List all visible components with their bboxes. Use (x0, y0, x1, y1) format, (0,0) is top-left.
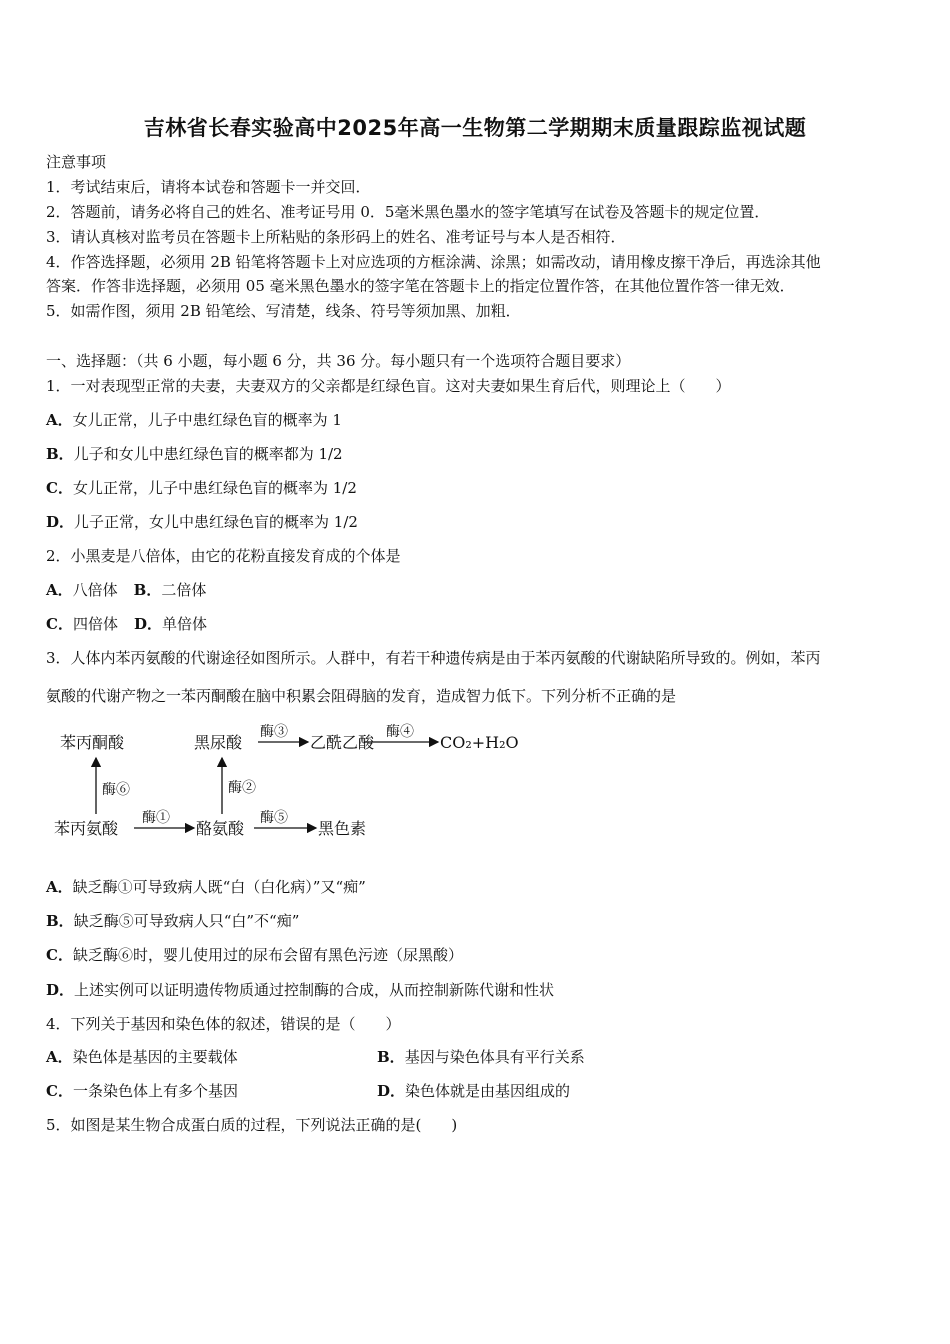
label-products: CO₂+H₂O (440, 733, 519, 752)
option-text: 女儿正常，儿子中患红绿色盲的概率为 1 (72, 411, 342, 429)
option-letter: D． (46, 981, 75, 999)
option-letter: A． (46, 411, 73, 429)
option-letter: B． (46, 445, 74, 463)
label-enz4: 酶④ (386, 724, 414, 740)
q3-option-a (46, 877, 366, 897)
notes-item-3: 3．请认真核对监考员在答题卡上所粘贴的条形码上的姓名、准考证号与本人是否相符． (46, 228, 626, 246)
label-enz3: 酶③ (260, 724, 288, 740)
option-letter: C． (46, 479, 73, 497)
notes-heading: 注意事项 (46, 153, 107, 171)
label-homogentisate: 黑尿酸 (194, 733, 243, 752)
option-text: 儿子和女儿中患红绿色盲的概率都为 1/2 (73, 445, 343, 463)
option-letter: C． (46, 1082, 73, 1100)
q4-option-b (377, 1047, 585, 1067)
q3-option-d (46, 980, 554, 1000)
q2-options-cd (46, 614, 207, 634)
q4-option-a (46, 1047, 238, 1067)
option-text: 染色体是基因的主要载体 (72, 1048, 238, 1066)
label-phenylpyruvate: 苯丙酮酸 (60, 733, 125, 752)
q3-stem-line1: 3．人体内苯丙氨酸的代谢途径如图所示。人群中，有若干种遗传病是由于苯丙氨酸的代谢缺陷所导致的。例如，苯丙 (46, 649, 821, 667)
option-letter: B． (46, 912, 74, 930)
label-enz1: 酶① (142, 810, 170, 826)
option-text: 染色体就是由基因组成的 (405, 1082, 571, 1100)
option-text: 一条染色体上有多个基因 (72, 1082, 238, 1100)
label-melanin: 黑色素 (318, 819, 367, 838)
option-text: 儿子正常，女儿中患红绿色盲的概率为 1/2 (74, 513, 358, 531)
q1-option-a (46, 410, 342, 430)
option-letter: D． (46, 513, 75, 531)
option-text: 八倍体 (72, 581, 118, 599)
option-text: 单倍体 (161, 615, 207, 633)
option-text: 上述实例可以证明遗传物质通过控制酶的合成，从而控制新陈代谢和性状 (74, 981, 555, 999)
option-text: 缺乏酶①可导致病人既“白（白化病）”又“痴” (72, 878, 366, 896)
q4-stem: 4．下列关于基因和染色体的叙述，错误的是（ ） (46, 1015, 401, 1033)
option-letter: A． (46, 1048, 73, 1066)
option-text: 基因与染色体具有平行关系 (404, 1048, 585, 1066)
section-heading: 一、选择题：（共 6 小题，每小题 6 分，共 36 分。每小题只有一个选项符合题目要求） (46, 352, 631, 370)
exam-title: 吉林省长春实验高中2025年高一生物第二学期期末质量跟踪监视试题 (143, 116, 807, 140)
notes-item-4-cont: 答案．作答非选择题，必须用 05 毫米黑色墨水的签字笔在答题卡上的指定位置作答，在其他位置作答一律无效． (46, 277, 795, 295)
notes-item-1: 1．考试结束后，请将本试卷和答题卡一并交回． (46, 178, 371, 196)
option-letter: B． (377, 1048, 405, 1066)
option-text: 缺乏酶⑥时，婴儿使用过的尿布会留有黑色污迹（尿黑酸） (72, 946, 463, 964)
q3-stem-line2: 氨酸的代谢产物之一苯丙酮酸在脑中积累会阻碍脑的发育，造成智力低下。下列分析不正确的是 (46, 687, 677, 705)
option-letter: C． (46, 615, 73, 633)
q2-stem: 2．小黑麦是八倍体，由它的花粉直接发育成的个体是 (46, 547, 401, 565)
option-text: 四倍体 (72, 615, 118, 633)
option-letter: D． (377, 1082, 406, 1100)
notes-item-4: 4．作答选择题，必须用 2B 铅笔将答题卡上对应选项的方框涂满、涂黑；如需改动，请用橡皮擦干净后，再选涂其他 (46, 253, 821, 271)
label-enz6: 酶⑥ (102, 782, 130, 798)
q1-option-b (46, 444, 343, 464)
notes-item-5: 5．如需作图，须用 2B 铅笔绘、写清楚，线条、符号等须加黑、加粗． (46, 302, 521, 320)
q4-option-c (46, 1081, 238, 1101)
option-letter: B． (133, 581, 162, 599)
option-letter: C． (46, 946, 73, 964)
metabolic-pathway-diagram (46, 718, 526, 848)
label-acetoacetate: 乙酰乙酸 (310, 733, 375, 752)
q3-option-c (46, 945, 463, 965)
label-enz2: 酶② (228, 780, 256, 796)
label-enz5: 酶⑤ (260, 810, 288, 826)
option-letter: D． (133, 615, 162, 633)
option-text: 缺乏酶⑤可导致病人只“白”不“痴” (73, 912, 300, 930)
label-phenylalanine: 苯丙氨酸 (54, 819, 119, 838)
q5-stem: 5．如图是某生物合成蛋白质的过程，下列说法正确的是( ) (46, 1116, 458, 1134)
option-text: 女儿正常，儿子中患红绿色盲的概率为 1/2 (72, 479, 357, 497)
option-letter: A． (46, 878, 73, 896)
q3-option-b (46, 911, 299, 931)
q2-options-ab (46, 580, 206, 600)
label-tyrosine: 酪氨酸 (196, 819, 245, 838)
option-text: 二倍体 (161, 581, 207, 599)
notes-item-2: 2．答题前，请务必将自己的姓名、准考证号用 0．5毫米黑色墨水的签字笔填写在试卷及答题卡的规定位置． (46, 203, 770, 221)
q1-option-c (46, 478, 357, 498)
q4-option-d (377, 1081, 570, 1101)
q1-option-d (46, 512, 358, 532)
q1-stem: 1．一对表现型正常的夫妻，夫妻双方的父亲都是红绿色盲。这对夫妻如果生育后代，则理论上（ ） (46, 377, 731, 395)
option-letter: A． (46, 581, 73, 599)
